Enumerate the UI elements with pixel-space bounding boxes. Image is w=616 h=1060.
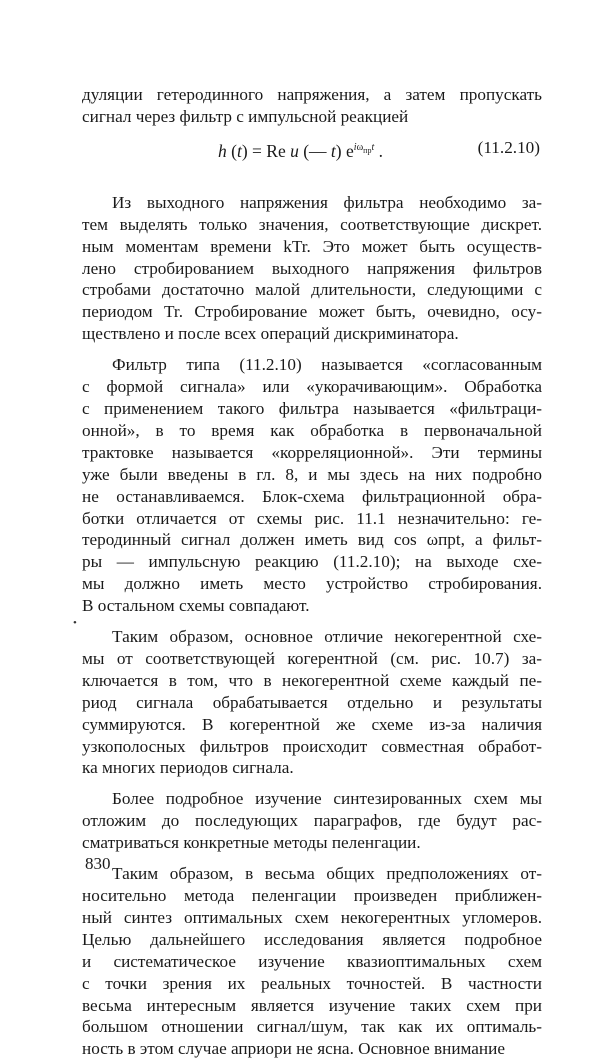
text-line: с формой сигнала» или «укорачивающим». Обработка (82, 377, 542, 397)
text-line: носительно метода пеленгации произведен приближен- (82, 886, 542, 905)
text-line: лено стробированием выходного напряжения фильтров (82, 258, 542, 278)
text-line: узкополосных фильтров происходит совместная обработ- (82, 736, 542, 756)
body-text (82, 84, 542, 1060)
text-line: онной», в то время как обработка в первоначальной (82, 420, 542, 440)
text-line: ключается в том, что в некогерентной схеме каждый пе- (82, 670, 542, 690)
text-line: стробами достаточно малой длительности, следующими с (82, 280, 542, 300)
text-line: Более подробное изучение синтезированных схем мы (112, 789, 542, 809)
page-number: 830 (85, 854, 111, 873)
text-line: ка многих периодов сигнала. (82, 758, 294, 778)
paragraphs (82, 192, 542, 1060)
text-line: не останавливаемся. Блок-схема фильтрационной обра- (82, 486, 542, 506)
text-line: Целью дальнейшего исследования является подробное (82, 929, 542, 949)
text-line: ществлено и после всех операций дискриминатора. (82, 324, 459, 344)
text-line: большом отношении сигнал/шум, так как их оптималь- (82, 1017, 542, 1037)
text-line: Из выходного напряжения фильтра необходимо за- (112, 192, 542, 212)
equation-number: (11.2.10) (477, 137, 540, 157)
text-line: теродинный сигнал должен иметь вид cos ωпрt, а фильт- (82, 530, 542, 550)
text-line: уже были введены в гл. 8, и мы здесь на них подробно (82, 464, 542, 484)
text-line: ным моментам времени kTr. Это может быть осуществ- (82, 236, 542, 256)
text-line: отложим до последующих параграфов, где будут рас- (82, 811, 542, 831)
text-line: периодом Tr. Стробирование может быть, очевидно, осу- (82, 302, 542, 322)
text-line: мы от соответствующей когерентной (см. рис. 10.7) за- (82, 648, 542, 668)
text-line: с применением такого фильтра называется «фильтраци- (82, 398, 542, 418)
text-line: Фильтр типа (11.2.10) называется «согласованным (112, 355, 542, 375)
text-line: суммируются. В когерентной же схеме из-за наличия (82, 714, 542, 734)
text-line: тем выделять только значения, соответствующие дискрет. (82, 214, 542, 234)
text-line: ботки отличается от схемы рис. 11.1 незначительно: ге- (82, 508, 542, 528)
text-line: Таким образом, основное отличие некогерентной схе- (112, 627, 542, 647)
equation-11-2-10 (82, 137, 542, 160)
text-line: ры — импульсную реакцию (11.2.10); на выходе схе- (82, 552, 542, 572)
text-line: мы должно иметь место устройство стробирования. (82, 574, 542, 594)
text-line: трактовке называется «корреляционной». Эти термины (82, 442, 542, 462)
text-line: Таким образом, в весьма общих предположениях от- (112, 864, 542, 884)
text-line: сигнал через фильтр с импульсной реакцией (82, 106, 409, 126)
text-line: и систематическое изучение квазиоптимальных схем (82, 951, 542, 971)
text-line: риод сигнала обрабатывается отдельно и результаты (82, 692, 542, 712)
text-line: В остальном схемы совпадают. (82, 596, 310, 616)
text-line: с точки зрения их реальных точностей. В частности (82, 973, 542, 993)
text-line: сматриваться конкретные методы пеленгации. (82, 833, 421, 853)
text-line: дуляции гетеродинного напряжения, а затем пропускать (82, 85, 542, 104)
margin-dot: • (73, 617, 77, 629)
text-line: весьма интересным является изучение таких схем при (82, 995, 542, 1015)
text-line: ность в этом случае априори не ясна. Основное внимание (82, 1039, 505, 1059)
text-line: ный синтез оптимальных схем некогерентных угломеров. (82, 907, 542, 927)
equation-expression: h (t) = Re u (— t) $e^{i\omega_{пр}t}$ . (218, 140, 383, 161)
